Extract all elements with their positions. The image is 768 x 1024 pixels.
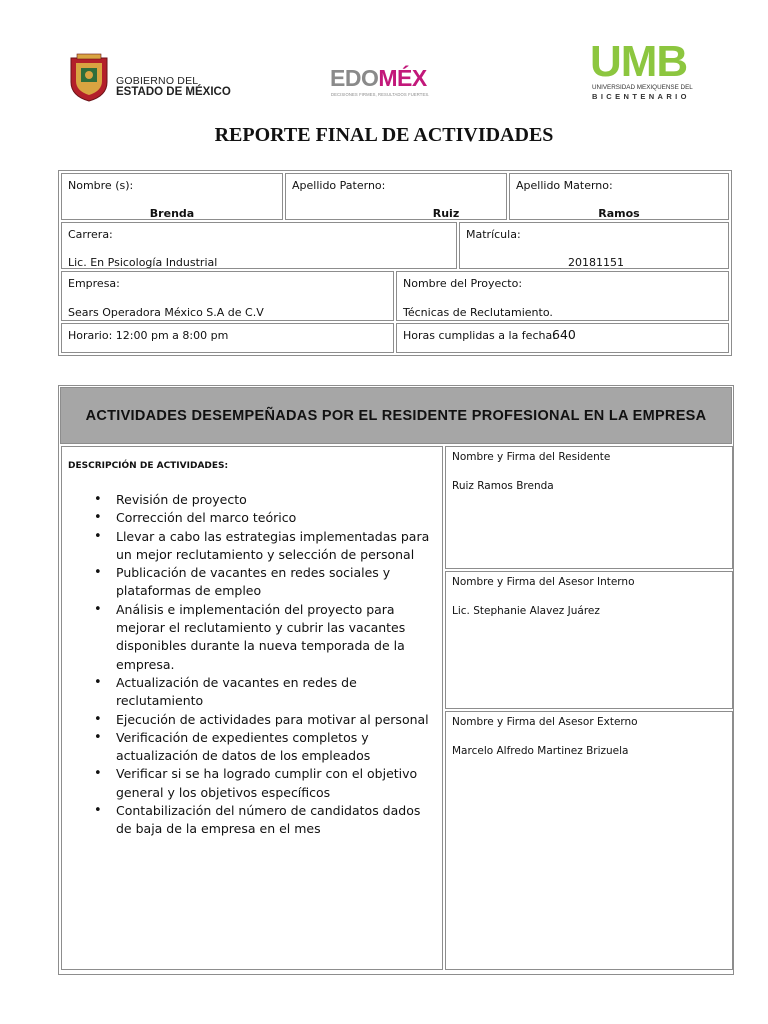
asesor-interno-signature-title: Nombre y Firma del Asesor Interno — [452, 576, 635, 588]
umb-line1: UNIVERSIDAD MEXIQUENSE DEL — [592, 84, 693, 91]
edomex-logo — [330, 66, 456, 100]
asesor-interno-name: Lic. Stephanie Alavez Juárez — [452, 605, 600, 617]
list-item: • Ejecución de actividades para motivar al personal — [94, 711, 434, 729]
list-item: • Revisión de proyecto — [94, 491, 434, 509]
empresa-cell — [61, 271, 394, 321]
residente-name: Ruiz Ramos Brenda — [452, 480, 554, 492]
list-item: • Contabilización del número de candidatos dados de baja de la empresa en el mes — [94, 802, 434, 839]
horario-text: Horario: 12:00 pm a 8:00 pm — [68, 329, 229, 342]
list-item: • Actualización de vacantes en redes de reclutamiento — [94, 674, 434, 711]
list-item: • Verificar si se ha logrado cumplir con el objetivo general y los objetivos específicos — [94, 765, 434, 802]
proyecto-cell — [396, 271, 729, 321]
list-item: • Publicación de vacantes en redes sociales y plataformas de empleo — [94, 564, 434, 601]
student-info-table — [58, 170, 732, 356]
list-item: • Corrección del marco teórico — [94, 509, 434, 527]
horas-cell — [396, 323, 729, 353]
list-item: • Llevar a cabo las estrategias implementadas para un mejor reclutamiento y selección de personal — [94, 528, 434, 565]
asesor-externo-name: Marcelo Alfredo Martinez Brizuela — [452, 745, 629, 757]
nombre-cell — [61, 173, 283, 220]
state-seal-icon — [68, 52, 110, 102]
umb-line2: BICENTENARIO — [592, 92, 690, 101]
gobierno-estado-mexico-logo — [68, 52, 238, 104]
umb-word: UMB — [590, 37, 688, 86]
gobierno-line2: ESTADO DE MÉXICO — [116, 86, 231, 98]
horario-cell — [61, 323, 394, 353]
residente-signature-box — [445, 446, 733, 569]
matricula-label: Matrícula: — [466, 228, 521, 241]
asesor-externo-signature-box — [445, 711, 733, 970]
activities-list — [94, 491, 434, 839]
gobierno-line1: GOBIERNO DEL — [116, 75, 199, 87]
activities-description-box — [61, 446, 443, 970]
activities-header — [60, 387, 732, 444]
apellido-paterno-label: Apellido Paterno: — [292, 179, 386, 192]
horas-label: Horas cumplidas a la fecha: — [403, 329, 556, 342]
residente-signature-title: Nombre y Firma del Residente — [452, 451, 611, 463]
edomex-accent: MÉX — [378, 65, 427, 91]
apellido-materno-label: Apellido Materno: — [516, 179, 613, 192]
description-title: DESCRIPCIÓN DE ACTIVIDADES: — [68, 461, 229, 471]
proyecto-value: Técnicas de Reclutamiento. — [403, 306, 553, 319]
umb-logo — [590, 37, 710, 106]
apellido-materno-cell — [509, 173, 729, 220]
apellido-materno-value: Ramos — [598, 207, 640, 220]
carrera-value: Lic. En Psicología Industrial — [68, 256, 218, 269]
carrera-label: Carrera: — [68, 228, 113, 241]
horas-value: 640 — [552, 327, 576, 342]
nombre-label: Nombre (s): — [68, 179, 134, 192]
list-item: • Verificación de expedientes completos y actualización de datos de los empleados — [94, 729, 434, 766]
activities-header-text: ACTIVIDADES DESEMPEÑADAS POR EL RESIDENTE PROFESIONAL EN LA EMPRESA — [85, 408, 707, 424]
empresa-value: Sears Operadora México S.A de C.V — [68, 306, 264, 319]
nombre-value: Brenda — [149, 207, 195, 220]
asesor-externo-signature-title: Nombre y Firma del Asesor Externo — [452, 716, 638, 728]
matricula-cell — [459, 222, 729, 269]
empresa-label: Empresa: — [68, 277, 120, 290]
list-item: • Análisis e implementación del proyecto para mejorar el reclutamiento y cubrir las vacantes disponibles durante la nueva temporada de la empresa. — [94, 601, 434, 674]
matricula-value: 20181151 — [568, 256, 624, 269]
activities-section — [58, 385, 734, 975]
proyecto-label: Nombre del Proyecto: — [403, 277, 523, 290]
apellido-paterno-cell — [285, 173, 507, 220]
page-title: REPORTE FINAL DE ACTIVIDADES — [214, 124, 554, 146]
carrera-cell — [61, 222, 457, 269]
apellido-paterno-value: Ruiz — [432, 207, 460, 220]
edomex-tagline: DECISIONES FIRMES, RESULTADOS FUERTES. — [331, 92, 430, 97]
edomex-prefix: EDO — [330, 65, 379, 91]
asesor-interno-signature-box — [445, 571, 733, 709]
